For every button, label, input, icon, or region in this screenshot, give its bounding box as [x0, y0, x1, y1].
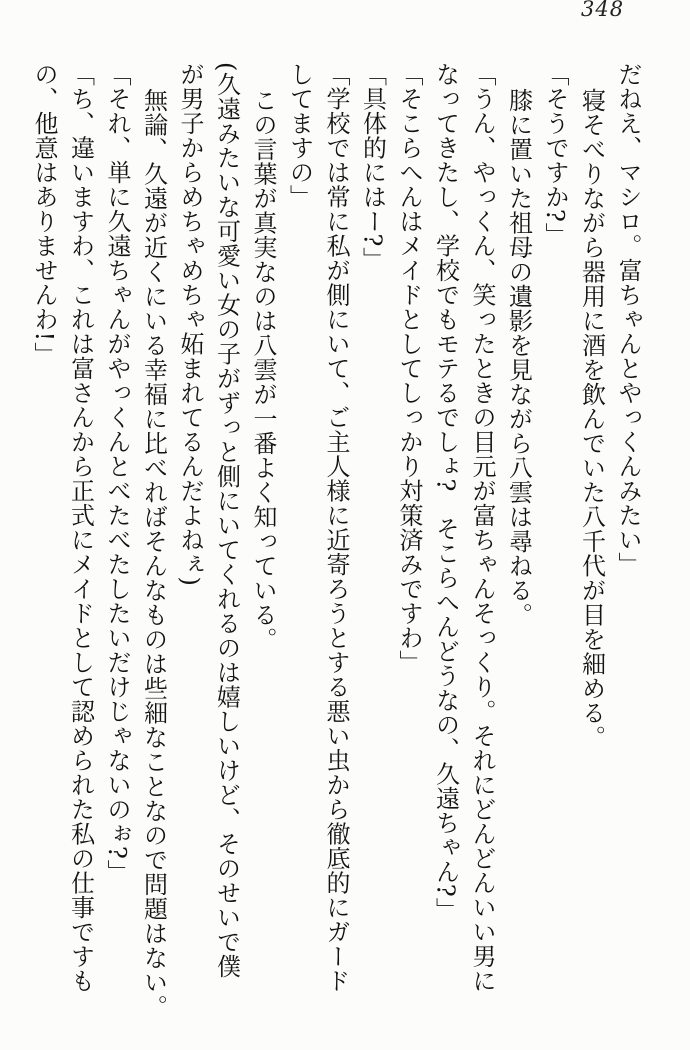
text-line: の、他意はありませんわ!」	[30, 62, 58, 367]
page-text-body	[26, 62, 647, 1020]
text-line: が男子からめちゃめちゃ妬まれてるんだよねぇ)	[176, 62, 204, 587]
text-line: なってきたし、学校でもモテるでしょ? そこらへんどうなの、久遠ちゃん?」	[431, 62, 460, 922]
text-line: 「うん、やっくん、笑ったときの目元が富ちゃんそっくり。それにどんどんいい男に	[468, 62, 496, 993]
text-line: 無論、久遠が近くにいる幸福に比べればそんなものは些細なことなので問題はない。	[139, 88, 168, 1020]
text-line: 「そこらへんはメイドとしてしっかり対策済みですわ」	[395, 62, 423, 675]
text-line: 「具体的にはー?」	[358, 62, 387, 272]
text-line: してますの」	[285, 62, 314, 209]
text-line: だねえ、マシロ。富ちゃんとやっくんみたい」	[614, 62, 642, 577]
text-line: 「そうですか?」	[541, 62, 569, 247]
text-line: 「学校では常に私が側にいて、ご主人様に近寄ろうとする悪い虫から徹底的にガード	[322, 62, 350, 993]
text-line: 「ち、違いますわ、これは富さんから正式にメイドとして認められた私の仕事ですも	[66, 62, 95, 993]
text-line: 寝そべりながら器用に酒を飲んでいた八千代が目を細める。	[577, 88, 606, 750]
text-line: 膝に置いた祖母の遺影を見ながら八雲は尋ねる。	[504, 88, 533, 628]
text-line: この言葉が真実なのは八雲が一番よく知っている。	[249, 88, 277, 652]
text-line: 「それ、単に久遠ちゃんがやっくんとべたべたしたいだけじゃないのぉ?」	[103, 62, 131, 884]
text-line: (久遠みたいな可愛い女の子がずっと側にいてくれるのは嬉しいけど、そのせいで僕	[212, 62, 241, 979]
page-number: 348	[581, 0, 625, 21]
